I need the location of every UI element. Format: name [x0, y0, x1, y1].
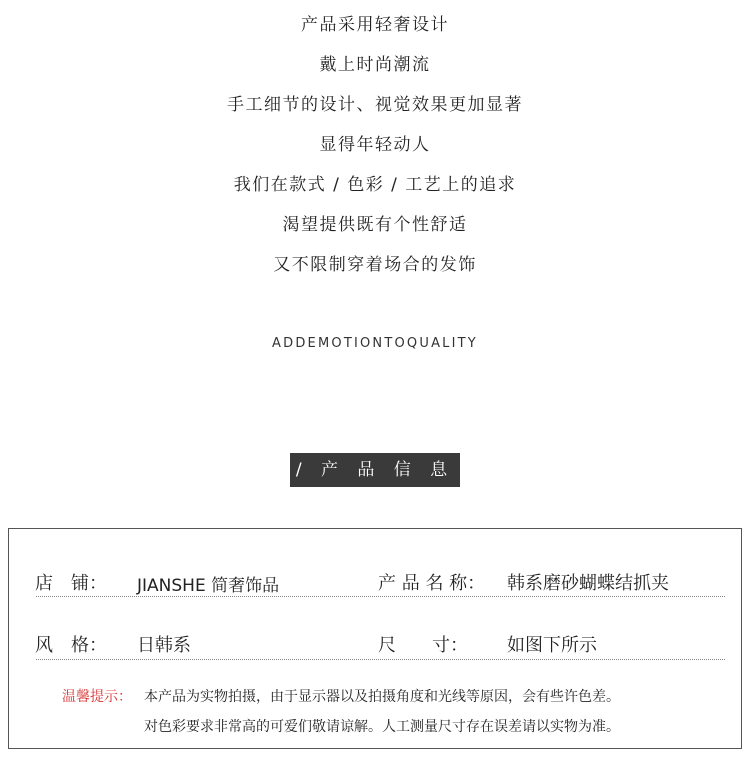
notice-line-1: 本产品为实物拍摄，由于显示器以及拍摄角度和光线等原因，会有些许色差。 — [144, 689, 620, 705]
product-name-value: 韩系磨砂蝴蝶结抓夹 — [507, 573, 669, 594]
intro-line: 戴上时尚潮流 — [319, 55, 431, 75]
intro-line: 渴望提供既有个性舒适 — [282, 215, 468, 235]
store-value: JIANSHE 简奢饰品 — [137, 576, 280, 596]
notice-line-2: 对色彩要求非常高的可爱们敬请谅解。人工测量尺寸存在误差请以实物为准。 — [144, 719, 620, 735]
row-divider — [36, 596, 725, 597]
product-name-label: 产 品 名 称： — [378, 573, 486, 594]
store-label: 店 铺： — [35, 573, 107, 594]
intro-line: 手工细节的设计、视觉效果更加显著 — [227, 95, 523, 115]
slogan: ADDEMOTIONTOQUALITY — [272, 336, 478, 351]
row-divider — [36, 659, 725, 660]
notice-label: 温馨提示： — [62, 689, 132, 705]
intro-line: 我们在款式 / 色彩 / 工艺上的追求 — [233, 175, 517, 195]
size-value: 如图下所示 — [507, 635, 597, 656]
section-title-banner: / 产 品 信 息 / — [290, 453, 460, 487]
style-value: 日韩系 — [137, 635, 191, 656]
intro-line: 产品采用轻奢设计 — [301, 15, 449, 35]
style-label: 风 格： — [35, 635, 107, 656]
size-label: 尺 寸： — [378, 635, 468, 656]
product-info-box — [8, 528, 742, 749]
intro-line: 显得年轻动人 — [319, 135, 431, 155]
intro-line: 又不限制穿着场合的发饰 — [273, 255, 477, 275]
